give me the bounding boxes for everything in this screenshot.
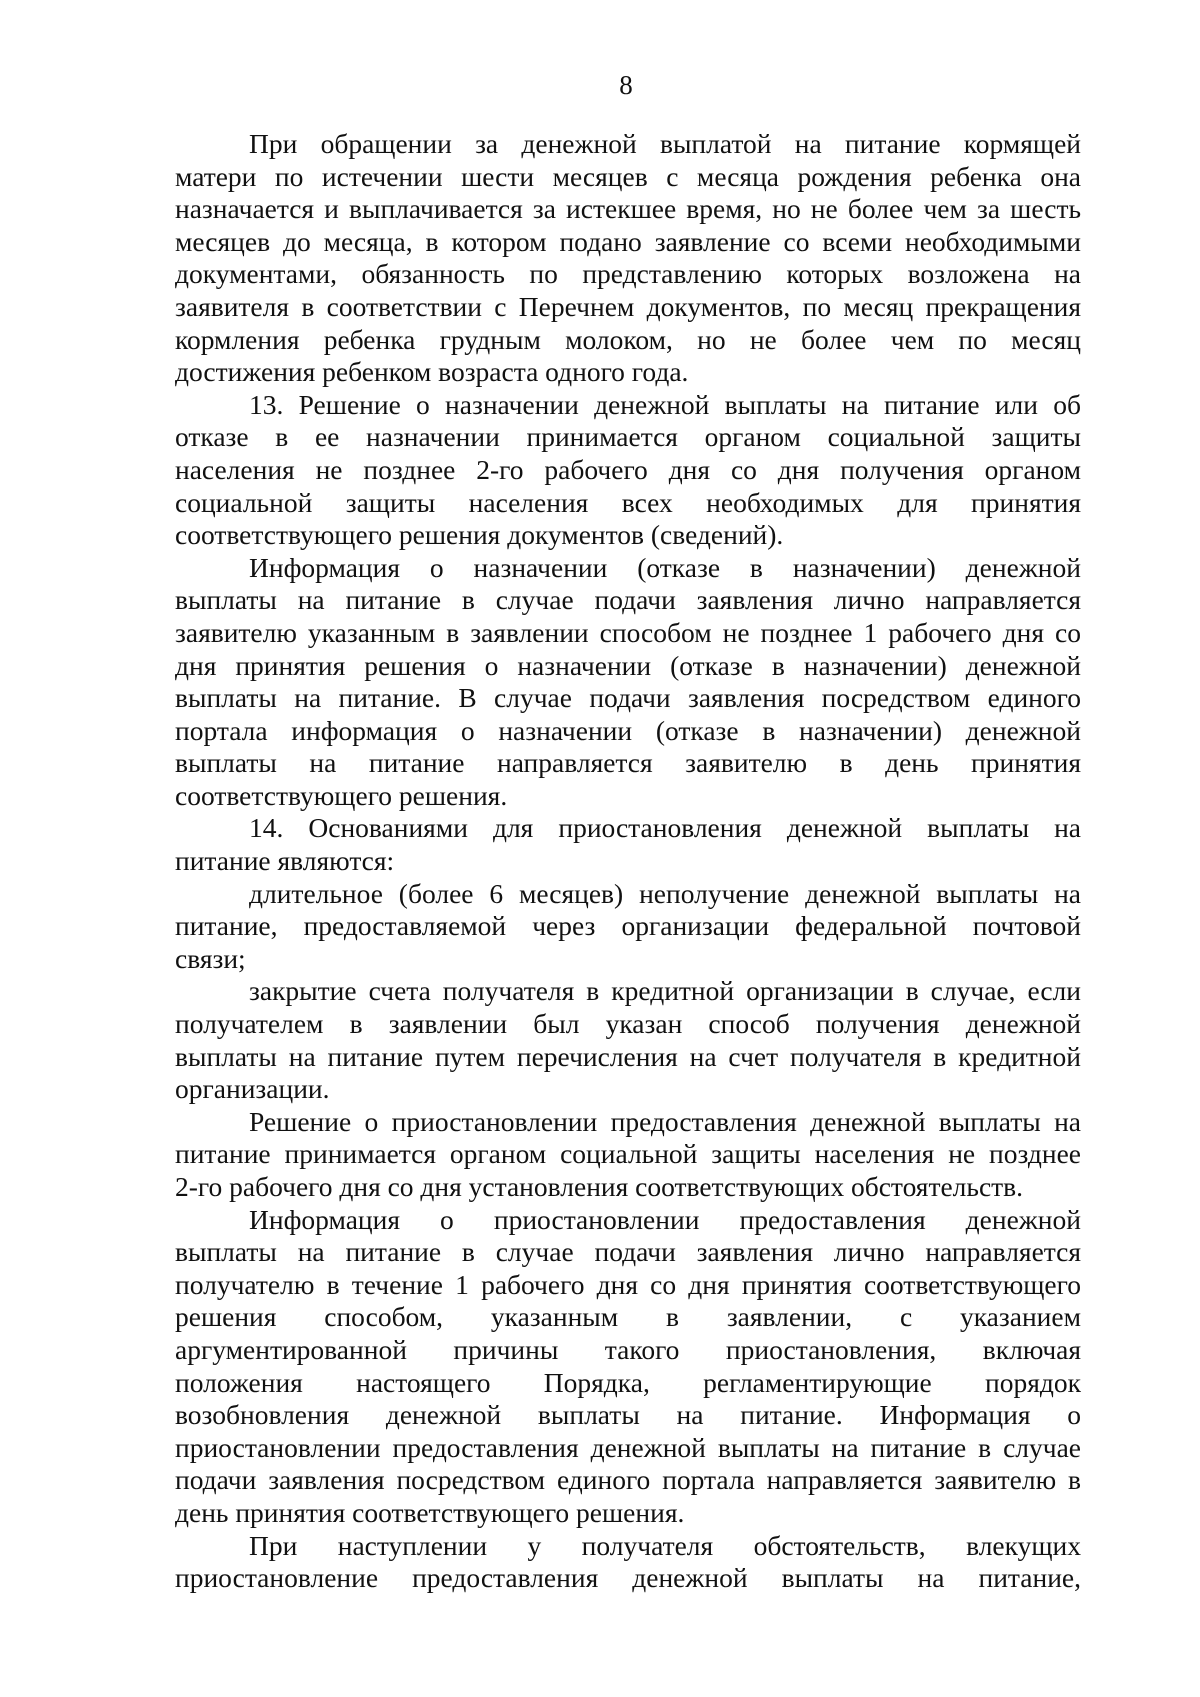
- paragraph: [175, 552, 1081, 813]
- text-line: 2-го рабочего дня со дня установления соответствующих обстоятельств.: [175, 1171, 1024, 1202]
- text-line: При обращении за денежной выплатой на питание кормящей: [249, 128, 1081, 159]
- text-line: 14. Основаниями для приостановления денежной выплаты на: [249, 812, 1081, 844]
- text-line: Информация о приостановлении предоставления денежной: [249, 1203, 1081, 1235]
- paragraph: [175, 1106, 1081, 1204]
- text-line: Информация о назначении (отказе в назначении) денежной: [249, 551, 1081, 583]
- paragraph: [175, 1204, 1081, 1530]
- text-line: длительное (более 6 месяцев) неполучение денежной выплаты на: [249, 877, 1081, 909]
- text-line: приостановлении предоставления денежной выплаты на питание в случае: [175, 1431, 1081, 1463]
- paragraph: [175, 878, 1081, 976]
- text-line: дня принятия решения о назначении (отказе в назначении) денежной: [175, 649, 1081, 681]
- page-number: 8: [619, 70, 633, 100]
- text-line: выплаты на питание. В случае подачи заявления посредством единого: [175, 682, 1081, 714]
- text-line: получателем в заявлении был указан способ получения денежной: [175, 1008, 1081, 1040]
- text-line: день принятия соответствующего решения.: [175, 1496, 685, 1528]
- paragraph: [175, 128, 1081, 389]
- text-line: выплаты на питание в случае подачи заявления лично направляется: [175, 584, 1081, 616]
- text-line: приостановление предоставления денежной выплаты на питание,: [175, 1562, 1081, 1594]
- text-line: соответствующего решения.: [175, 779, 508, 811]
- text-line: соответствующего решения документов (сведений).: [175, 519, 784, 551]
- text-line: выплаты на питание путем перечисления на счет получателя в кредитной: [175, 1040, 1081, 1072]
- paragraph: [175, 975, 1081, 1105]
- text-line: 13. Решение о назначении денежной выплаты на питание или об: [249, 388, 1081, 420]
- text-line: аргументированной причины такого приостановления, включая: [175, 1333, 1081, 1365]
- text-line: связи;: [175, 942, 246, 974]
- text-line: питание принимается органом социальной защиты населения не позднее: [175, 1138, 1081, 1170]
- text-line: социальной защиты населения всех необходимых для принятия: [175, 486, 1081, 518]
- text-line: подачи заявления посредством единого портала направляется заявителю в: [175, 1464, 1081, 1496]
- text-line: положения настоящего Порядка, регламентирующие порядок: [175, 1366, 1081, 1398]
- text-line: Решение о приостановлении предоставления денежной выплаты на: [249, 1105, 1081, 1137]
- text-line: выплаты на питание в случае подачи заявления лично направляется: [175, 1236, 1081, 1268]
- text-line: отказе в ее назначении принимается органом социальной защиты: [175, 421, 1081, 453]
- text-line: закрытие счета получателя в кредитной организации в случае, если: [249, 975, 1081, 1007]
- text-line: питание являются:: [175, 845, 395, 877]
- paragraph: [175, 812, 1081, 877]
- paragraph: [175, 389, 1081, 552]
- text-line: организации.: [175, 1073, 330, 1105]
- text-line: достижения ребенком возраста одного года.: [175, 356, 689, 388]
- paragraph: [175, 1530, 1081, 1595]
- text-line: населения не позднее 2-го рабочего дня со дня получения органом: [175, 453, 1081, 485]
- text-line: документами, обязанность по представлению которых возложена на: [175, 258, 1081, 290]
- document-body: [175, 128, 1081, 1595]
- text-line: выплаты на питание направляется заявителю в день принятия: [175, 747, 1081, 779]
- text-line: заявителю указанным в заявлении способом не позднее 1 рабочего дня со: [175, 616, 1081, 648]
- text-line: месяцев до месяца, в котором подано заявление со всеми необходимыми: [175, 225, 1081, 257]
- text-line: решения способом, указанным в заявлении, с указанием: [175, 1301, 1081, 1333]
- text-line: получателю в течение 1 рабочего дня со дня принятия соответствующего: [175, 1268, 1081, 1300]
- text-line: назначается и выплачивается за истекшее время, но не более чем за шесть: [175, 193, 1081, 225]
- text-line: возобновления денежной выплаты на питание. Информация о: [175, 1399, 1081, 1431]
- text-line: кормления ребенка грудным молоком, но не более чем по месяц: [175, 323, 1081, 355]
- text-line: заявителя в соответствии с Перечнем документов, по месяц прекращения: [175, 290, 1081, 322]
- text-line: питание, предоставляемой через организации федеральной почтовой: [175, 910, 1081, 942]
- text-line: портала информация о назначении (отказе в назначении) денежной: [175, 714, 1081, 746]
- text-line: матери по истечении шести месяцев с месяца рождения ребенка она: [175, 160, 1081, 192]
- text-line: При наступлении у получателя обстоятельств, влекущих: [249, 1529, 1081, 1561]
